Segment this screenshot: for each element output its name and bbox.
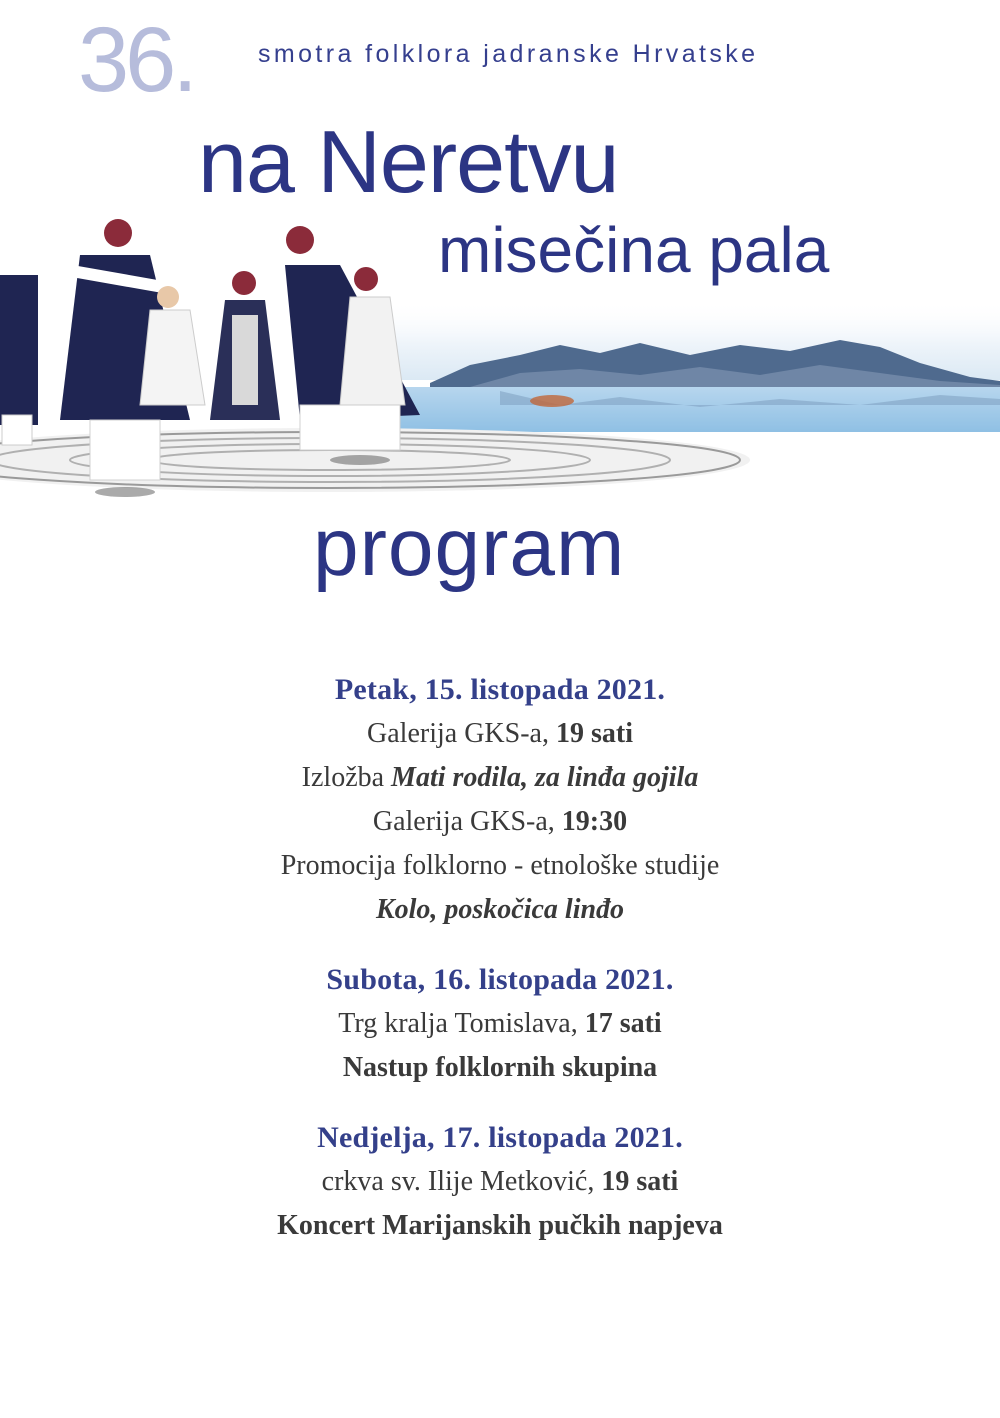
edition-number: 36. [78,9,194,111]
event-time: 17 sati [584,1008,662,1039]
festival-subtitle: smotra folklora jadranske Hrvatske [258,40,759,68]
event-schedule [0,668,1000,1274]
poster-header [0,0,1000,620]
event-line [0,756,1000,800]
event-line [0,888,1000,932]
event-title: Nastup folklornih skupina [342,1052,658,1083]
day-title: Subota, 16. listopada 2021. [326,963,674,996]
event-line [0,712,1000,756]
folk-dancers-lake-photo [0,205,1000,505]
event-venue: crkva sv. Ilije Metković, [321,1166,602,1197]
day-title: Nedjelja, 17. listopada 2021. [317,1121,683,1154]
day-block-friday [0,668,1000,932]
event-line [0,844,1000,888]
event-line [0,1204,1000,1248]
day-block-saturday [0,958,1000,1090]
event-venue: Galerija GKS-a, [372,806,562,837]
event-type: Izložba [301,762,392,793]
day-title: Petak, 15. listopada 2021. [334,673,666,706]
title-line-1: na Neretvu [198,112,619,211]
event-title: Mati rodila, za linđa gojila [391,762,699,793]
event-line [0,800,1000,844]
event-time: 19 sati [601,1166,679,1197]
event-venue: Galerija GKS-a, [367,718,556,749]
event-title: Koncert Marijanskih pučkih napjeva [277,1210,723,1241]
event-type: Promocija folklorno - etnološke studije [280,850,720,881]
program-heading: program [313,502,626,593]
event-venue: Trg kralja Tomislava, [338,1008,585,1039]
event-line [0,1046,1000,1090]
event-title: Kolo, poskočica linđo [375,894,625,925]
event-time: 19 sati [555,718,633,749]
event-line [0,1002,1000,1046]
event-time: 19:30 [561,806,628,837]
event-line [0,1160,1000,1204]
day-block-sunday [0,1116,1000,1248]
title-line-2: misečina pala [438,214,830,286]
